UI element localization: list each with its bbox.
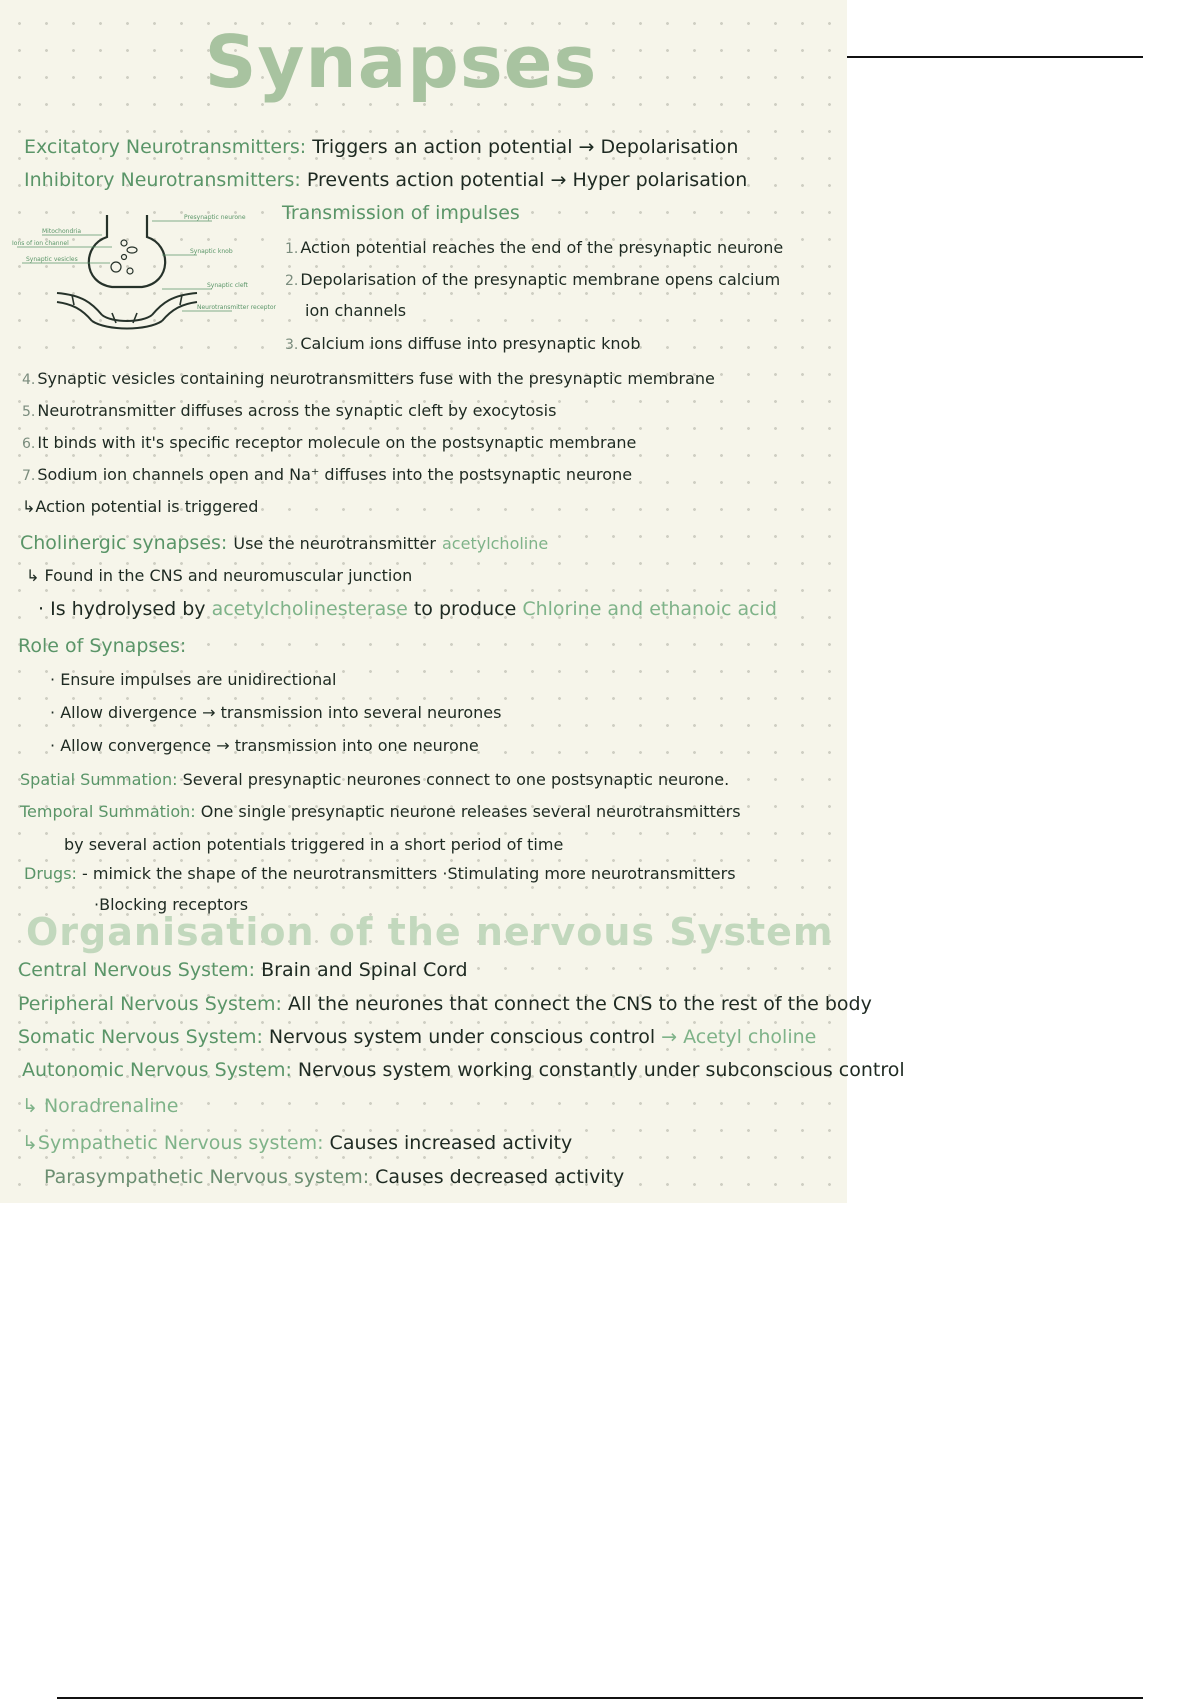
line-label: Peripheral Nervous System: [18, 993, 282, 1015]
bottom-rule [57, 1697, 1143, 1699]
arrow: → [216, 736, 230, 755]
line-label: Transmission of impulses [282, 202, 520, 224]
line-highlight: acetylcholine [442, 534, 549, 553]
step-number: 2. [285, 273, 299, 289]
line-text: ·Blocking receptors [94, 895, 249, 914]
role-item-2 [50, 701, 501, 725]
postsynaptic-membrane-right [152, 293, 197, 321]
line-highlight: Acetyl choline [683, 1026, 817, 1048]
step-number: 3. [285, 337, 299, 353]
step-text: It binds with it's specific receptor molecule on the postsynaptic membrane [37, 433, 637, 452]
step-text: Synaptic vesicles containing neurotransmitters fuse with the presynaptic membrane [37, 369, 715, 388]
line-label: Spatial Summation: [20, 770, 178, 789]
line-text: Causes decreased activity [375, 1166, 625, 1188]
line-label: Temporal Summation: [20, 802, 196, 821]
line-highlight: acetylcholinesterase [211, 598, 408, 620]
presynaptic-neurone-label: Presynaptic neurone [184, 214, 246, 221]
line-text: - mimick the shape of the neurotransmitters [82, 864, 438, 883]
arrow: → [661, 1026, 678, 1048]
step-5 [22, 399, 556, 424]
vesicle [122, 255, 127, 260]
line-text: Nervous system under conscious control [268, 1026, 656, 1048]
line-label: Cholinergic synapses: [20, 532, 228, 554]
step-text: Sodium ion channels open and Na⁺ diffuses into the postsynaptic neurone [37, 465, 633, 484]
line-text: Triggers an action potential [312, 136, 573, 158]
role-heading [18, 634, 186, 658]
step-7-result [22, 495, 258, 519]
transmission-heading [282, 201, 520, 225]
step-text: ion channels [305, 301, 407, 320]
postsynaptic-membrane-bottom [92, 315, 162, 329]
step-text: Action potential is triggered [35, 497, 259, 516]
line-text: to produce [413, 598, 517, 620]
line-label: Excitatory Neurotransmitters: [24, 136, 307, 158]
cholinergic-found [26, 564, 412, 588]
line-text: by several action potentials triggered in a short period of time [64, 835, 564, 854]
line-text: Several presynaptic neurones connect to one postsynaptic neurone. [182, 770, 730, 789]
step-number: 7. [22, 468, 36, 484]
line-text: Allow divergence [60, 703, 197, 722]
line-label: Autonomic Nervous System: [22, 1059, 292, 1081]
line-label: Inhibitory Neurotransmitters: [24, 169, 301, 191]
receptor-label: Neurotransmitter receptor [197, 304, 277, 311]
synaptic-cleft-label: Synaptic cleft [207, 282, 248, 289]
step-number: 6. [22, 436, 36, 452]
line-text: Use the neurotransmitter [233, 534, 436, 553]
step-number: 5. [22, 404, 36, 420]
line-tail: transmission into several neurones [220, 703, 502, 722]
arrow: ↳ [22, 1132, 38, 1154]
temporal-summation-cont [64, 833, 563, 857]
spatial-summation [20, 768, 729, 792]
line-text: Ensure impulses are unidirectional [60, 670, 337, 689]
line-label: Sympathetic Nervous system: [37, 1132, 324, 1154]
line-label: Somatic Nervous System: [18, 1026, 263, 1048]
line-text: Nervous system working constantly under subconscious control [297, 1059, 905, 1081]
synaptic-vesicles-label: Synaptic vesicles [26, 256, 78, 263]
role-item-1 [50, 668, 337, 692]
line-text: All the neurones that connect the CNS to the rest of the body [288, 993, 872, 1015]
bullet: · [50, 736, 56, 755]
page-title: Synapses [204, 20, 598, 104]
step-6 [22, 431, 636, 456]
arrow: ↳ [22, 1095, 38, 1117]
bullet: · [38, 598, 45, 620]
line-highlight: Chlorine and ethanoic acid [522, 598, 777, 620]
step-text: Action potential reaches the end of the presynaptic neurone [300, 238, 784, 257]
synapse-diagram [12, 205, 277, 335]
temporal-summation [20, 800, 741, 824]
line-label: Parasympathetic Nervous system: [44, 1166, 370, 1188]
line-label: Drugs: [24, 864, 77, 883]
vesicle [111, 262, 121, 272]
sympathetic-line [22, 1131, 572, 1155]
cholinergic-line [20, 531, 548, 556]
somatic-line [18, 1025, 816, 1049]
line-label: Role of Synapses: [18, 635, 187, 657]
synaptic-knob-label: Synaptic knob [190, 248, 233, 255]
mitochondrion [127, 247, 137, 253]
line-label: Central Nervous System: [18, 959, 256, 981]
line-text: Brain and Spinal Cord [261, 959, 468, 981]
line-tail: transmission into one neurone [234, 736, 479, 755]
vesicle [127, 268, 133, 274]
step-2 [285, 268, 780, 293]
autonomic-line [22, 1058, 905, 1082]
synapse-diagram-svg [12, 205, 277, 335]
step-7 [22, 463, 632, 488]
step-2-cont [305, 299, 406, 323]
vesicle [121, 240, 127, 246]
step-4 [22, 367, 715, 392]
inhibitory-line [24, 168, 747, 192]
line-tail: ·Stimulating more neurotransmitters [442, 864, 736, 883]
arrow: → [202, 703, 216, 722]
step-text: Neurotransmitter diffuses across the synaptic cleft by exocytosis [37, 401, 557, 420]
step-1 [285, 236, 783, 261]
step-number: 4. [22, 372, 36, 388]
cholinergic-hydrolysed [38, 597, 777, 621]
arrow: → [578, 136, 595, 158]
section-heading: Organisation of the nervous System [26, 910, 834, 954]
postsynaptic-membrane-left [57, 293, 102, 321]
pns-line [18, 992, 872, 1016]
parasympathetic-line [44, 1165, 624, 1189]
line-text: Prevents action potential [306, 169, 545, 191]
excitatory-line [24, 135, 738, 159]
bullet: · [50, 703, 56, 722]
drugs-line [24, 862, 736, 886]
arrow: → [550, 169, 567, 191]
line-text: Allow convergence [60, 736, 212, 755]
line-highlight: Noradrenaline [43, 1095, 179, 1117]
ion-channels-label: Ions of ion channel [12, 240, 69, 247]
line-text: Causes increased activity [329, 1132, 573, 1154]
step-number: 1. [285, 241, 299, 257]
top-rule [847, 56, 1143, 58]
line-text: Is hydrolysed by [50, 598, 206, 620]
arrow: ↳ [22, 497, 36, 516]
role-item-3 [50, 734, 479, 758]
step-text: Depolarisation of the presynaptic membrane opens calcium [300, 270, 781, 289]
line-text: Found in the CNS and neuromuscular junction [44, 566, 413, 585]
step-text: Calcium ions diffuse into presynaptic knob [300, 334, 641, 353]
cns-line [18, 958, 468, 982]
line-tail: Hyper polarisation [572, 169, 748, 191]
mitochondria-label: Mitochondria [42, 228, 82, 235]
bullet: · [50, 670, 56, 689]
line-text: One single presynaptic neurone releases several neurotransmitters [200, 802, 741, 821]
receptors [72, 295, 182, 323]
step-3 [285, 332, 640, 357]
line-tail: Depolarisation [600, 136, 739, 158]
autonomic-transmitter [22, 1094, 178, 1118]
arrow: ↳ [26, 566, 40, 585]
